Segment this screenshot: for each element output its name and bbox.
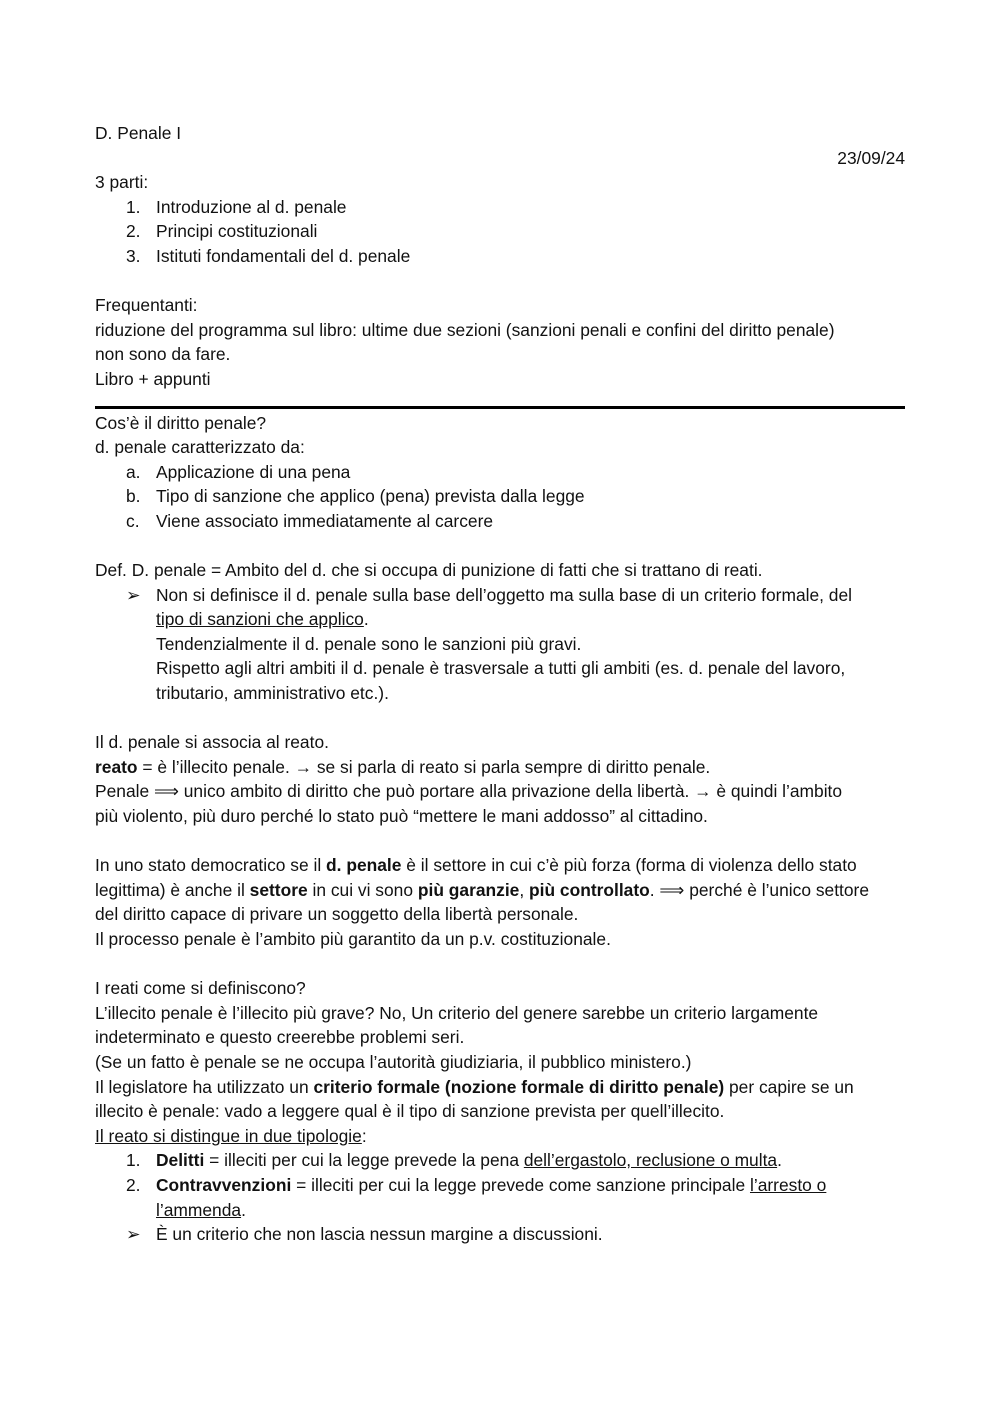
reato-definition — [95, 755, 905, 780]
paragraph-line: L’illecito penale è l’illecito più grave? No, Un criterio del genere sarebbe un criterio largamente — [95, 1002, 819, 1023]
paragraph-line: d. penale caratterizzato da: — [95, 437, 305, 458]
arrow-bullet-icon: ➢ — [126, 584, 141, 605]
bullet-text-line: Non si definisce il d. penale sulla base dell’oggetto ma sulla base di un criterio formale, del — [156, 584, 853, 605]
list-item — [95, 460, 905, 485]
bold-term: criterio formale (nozione formale di diritto penale) — [313, 1076, 725, 1097]
list-item-text: Principi costituzionali — [156, 221, 318, 242]
list-item-text: Viene associato immediatamente al carcere — [156, 510, 494, 531]
frequentanti-label: Frequentanti: — [95, 295, 198, 316]
list-number: 2. — [126, 221, 141, 242]
blank-line — [95, 706, 905, 731]
paragraph-line: illecito è penale: vado a leggere qual è il tipo di sanzione prevista per quell’illecito. — [95, 1101, 725, 1122]
lecture-date: 23/09/24 — [837, 147, 905, 168]
bold-term: più controllato — [529, 879, 650, 900]
section-question: Cos’è il diritto penale? — [95, 412, 267, 433]
horizontal-divider — [95, 406, 905, 409]
materials-note: Libro + appunti — [95, 368, 211, 389]
paragraph-line: del diritto capace di privare un soggetto della libertà personale. — [95, 904, 579, 925]
list-item — [95, 244, 905, 269]
paragraph-line: (Se un fatto è penale se ne occupa l’autorità giudiziaria, il pubblico ministero.) — [95, 1051, 692, 1072]
text-run: in cui vi sono — [307, 879, 418, 900]
text-run: , — [519, 879, 529, 900]
paragraph-line — [95, 1075, 905, 1100]
list-item — [95, 484, 905, 509]
bold-term: d. penale — [326, 855, 402, 876]
text-run: = illeciti per cui la legge prevede come sanzione principale — [291, 1174, 750, 1195]
features-list — [95, 460, 905, 534]
blank-line — [95, 269, 905, 294]
list-letter: a. — [126, 461, 141, 482]
bullet-continuation — [95, 607, 905, 632]
text-run: per capire se un — [724, 1076, 854, 1097]
section-question: I reati come si definiscono? — [95, 978, 306, 999]
blank-line — [95, 534, 905, 559]
bold-term: Delitti — [156, 1150, 205, 1171]
list-item-text: Istituti fondamentali del d. penale — [156, 245, 411, 266]
list-letter: c. — [126, 510, 140, 531]
punctuation: . — [777, 1150, 782, 1171]
frequentanti-text-line: riduzione del programma sul libro: ultime due sezioni (sanzioni penali e confini del diritto penale) — [95, 319, 835, 340]
bullet-continuation: tributario, amministrativo etc.). — [156, 683, 389, 704]
frequentanti-text-line: non sono da fare. — [95, 344, 231, 365]
underlined-text: l’arresto o — [749, 1174, 827, 1195]
arrow-bullet-icon: ➢ — [126, 1224, 141, 1245]
list-item — [95, 509, 905, 534]
text-run: = illeciti per cui la legge prevede la pena — [204, 1150, 524, 1171]
definition-line: Def. D. penale = Ambito del d. che si occupa di punizione di fatti che si trattano di reati. — [95, 560, 763, 581]
bullet-text-line: È un criterio che non lascia nessun margine a discussioni. — [156, 1224, 603, 1245]
bullet-continuation: Tendenzialmente il d. penale sono le sanzioni più gravi. — [156, 633, 582, 654]
list-item — [95, 1173, 905, 1198]
types-heading — [95, 1124, 905, 1149]
list-number: 1. — [126, 196, 141, 217]
list-item — [95, 219, 905, 244]
list-item — [95, 195, 905, 220]
text-run: In uno stato democratico se il — [95, 855, 327, 876]
punctuation: . — [363, 609, 369, 630]
text-run: = è l’illecito penale. → se si parla di reato si parla sempre di diritto penale. — [137, 756, 711, 777]
bold-term: settore — [249, 879, 308, 900]
bullet-item — [95, 583, 905, 608]
parts-list — [95, 195, 905, 269]
definition-bullets — [95, 583, 905, 706]
list-item-continuation — [95, 1198, 905, 1223]
bullet-continuation: Rispetto agli altri ambiti il d. penale è trasversale a tutti gli ambiti (es. d. penale del lavoro, — [156, 658, 846, 679]
punctuation: . — [241, 1199, 246, 1220]
blank-line — [95, 952, 905, 977]
list-number: 3. — [126, 245, 141, 266]
paragraph-line: indeterminato e questo creerebbe problemi seri. — [95, 1027, 465, 1048]
document-title: D. Penale I — [95, 123, 182, 143]
bold-term: reato — [95, 756, 138, 777]
list-item-text: Tipo di sanzione che applico (pena) prevista dalla legge — [156, 486, 585, 507]
text-run: è il settore in cui c’è più forza (forma di violenza dello stato — [401, 855, 857, 876]
blank-line — [95, 829, 905, 854]
parts-label: 3 parti: — [95, 172, 149, 193]
paragraph-line: Penale ⟹ unico ambito di diritto che può portare alla privazione della libertà. → è quindi l’ambito — [95, 781, 843, 802]
text-run: . ⟹ perché è l’unico settore — [649, 879, 869, 900]
paragraph-line: Il processo penale è l’ambito più garantito da un p.v. costituzionale. — [95, 929, 611, 949]
bold-term: più garanzie — [417, 879, 520, 900]
underlined-text: dell’ergastolo, reclusione o multa — [523, 1150, 778, 1171]
list-letter: b. — [126, 486, 141, 507]
paragraph-line: più violento, più duro perché lo stato può “mettere le mani addosso” al cittadino. — [95, 806, 708, 827]
paragraph-line — [95, 853, 905, 878]
list-item-text: Introduzione al d. penale — [156, 196, 347, 217]
crime-types-list — [95, 1148, 905, 1246]
text-run: legittima) è anche il — [95, 879, 250, 900]
paragraph-line — [95, 878, 905, 903]
list-number: 2. — [126, 1174, 141, 1195]
underlined-text: l’ammenda — [156, 1199, 242, 1220]
list-item-text: Applicazione di una pena — [156, 461, 351, 482]
text-run: Il legislatore ha utilizzato un — [95, 1076, 314, 1097]
underlined-text: Il reato si distingue in due tipologie — [95, 1125, 362, 1146]
punctuation: : — [361, 1125, 367, 1146]
bullet-item — [95, 1222, 905, 1247]
bold-term: Contravvenzioni — [156, 1174, 292, 1195]
list-item — [95, 1148, 905, 1173]
underlined-text: tipo di sanzioni che applico — [156, 609, 364, 630]
list-number: 1. — [126, 1150, 141, 1171]
paragraph-line: Il d. penale si associa al reato. — [95, 732, 329, 753]
